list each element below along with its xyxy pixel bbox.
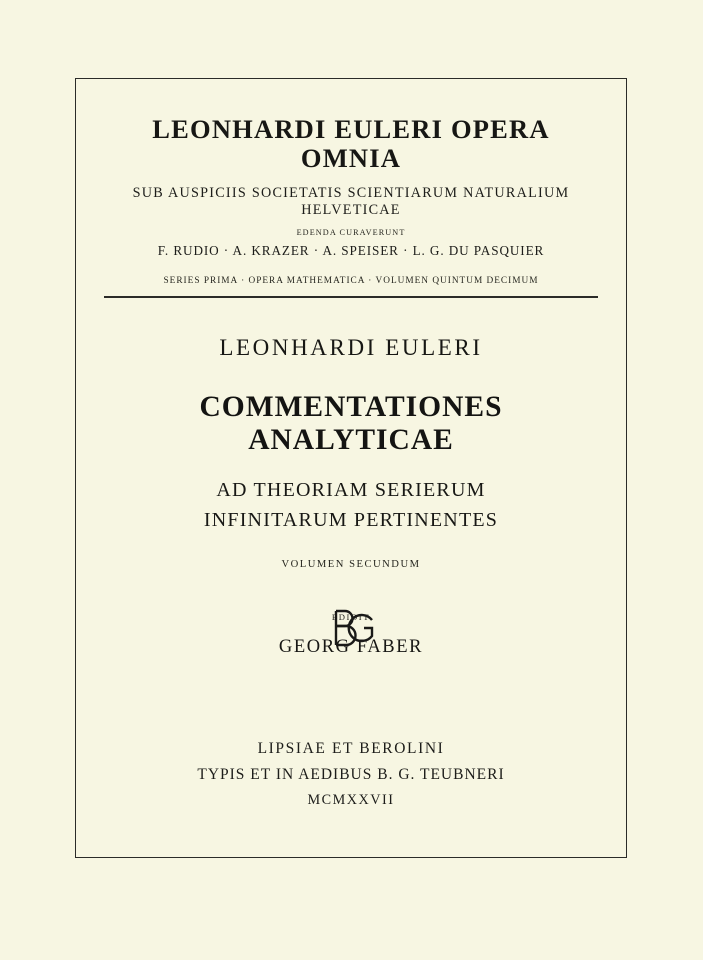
work-subtitle-line-2: INFINITARUM PERTINENTES [203, 508, 499, 531]
horizontal-rule [104, 296, 598, 297]
series-volume-line: SERIES PRIMA · OPERA MATHEMATICA · VOLUMEN QUINTUM DECIMUM [163, 276, 539, 287]
series-title: LEONHARDI EULERI OPERA OMNIA [152, 114, 550, 174]
publisher-device-icon [324, 607, 378, 649]
title-page-frame [75, 78, 627, 858]
imprint-block [104, 740, 598, 809]
imprint-year: MCMXXVII [307, 792, 395, 808]
work-volume: VOLUMEN SECUNDUM [281, 558, 421, 570]
imprint-place: LIPSIAE ET BEROLINI [257, 740, 445, 757]
work-author: LEONHARDI EULERI [219, 334, 483, 360]
work-title: COMMENTATIONES ANALYTICAE [199, 390, 503, 456]
edidit-label: EDIDIT [331, 611, 371, 622]
work-subtitle-line-1: AD THEORIAM SERIERUM [216, 478, 486, 501]
series-curated-label: EDENDA CURAVERUNT [296, 228, 406, 238]
title-page-content [76, 79, 626, 857]
series-editors: F. RUDIO · A. KRAZER · A. SPEISER · L. G. DU PASQUIER [157, 243, 545, 259]
imprint-publisher: TYPIS ET IN AEDIBUS B. G. TEUBNERI [197, 766, 505, 783]
series-auspices: SUB AUSPICIIS SOCIETATIS SCIENTIARUM NATURALIUM HELVETICAE [132, 185, 570, 219]
work-editor: GEORG FABER [278, 636, 424, 657]
